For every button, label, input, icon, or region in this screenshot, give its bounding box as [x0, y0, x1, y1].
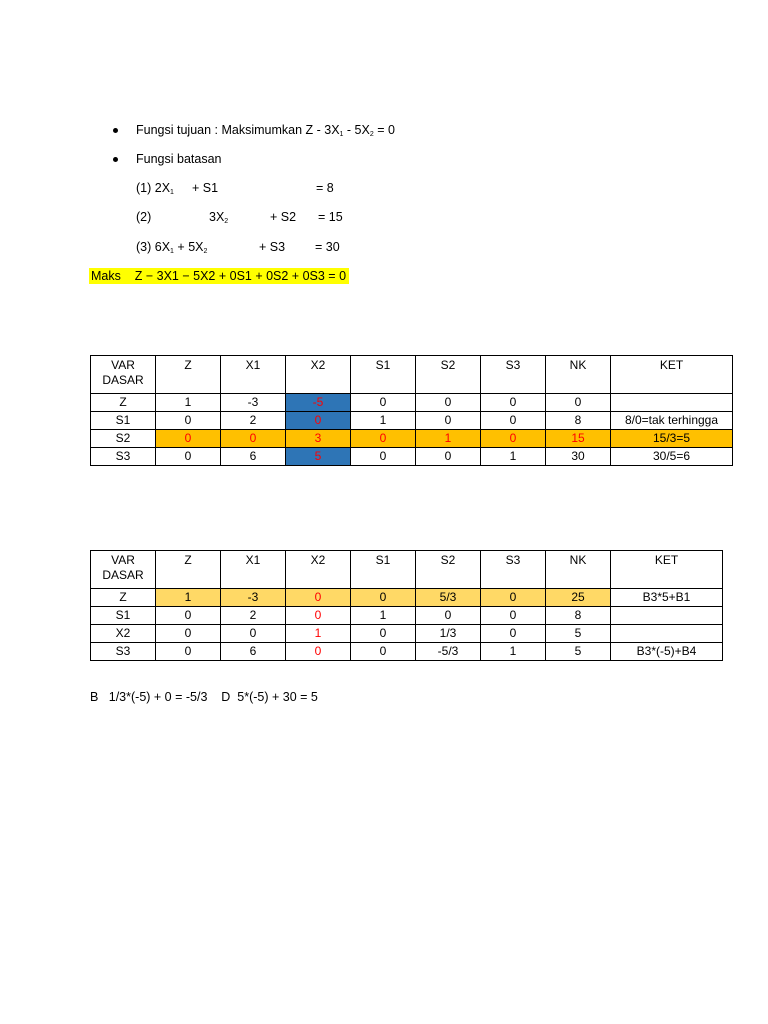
- bullet-dot: [113, 157, 118, 162]
- table-cell: 5: [546, 643, 611, 661]
- table-row: [91, 448, 733, 466]
- header-cell: X2: [286, 551, 351, 589]
- table-cell: S1: [91, 607, 156, 625]
- header-var-dasar: VAR DASAR: [91, 356, 156, 394]
- constraints-heading: Fungsi batasan: [136, 152, 222, 166]
- header-cell: Z: [156, 356, 221, 394]
- table-cell: 0: [351, 448, 416, 466]
- table-cell: 30/5=6: [611, 448, 733, 466]
- table-cell: S3: [91, 643, 156, 661]
- header-cell: S2: [416, 551, 481, 589]
- table-cell: 0: [221, 625, 286, 643]
- table-cell: S3: [91, 448, 156, 466]
- highlighted-cell: 0: [481, 589, 546, 607]
- table-cell: 1/3: [416, 625, 481, 643]
- table-cell: Z: [91, 589, 156, 607]
- table-cell: 0: [481, 607, 546, 625]
- simplex-table-2: [90, 550, 723, 661]
- table-cell: 30: [546, 448, 611, 466]
- highlighted-cell: 1: [156, 589, 221, 607]
- table-cell: 0: [416, 412, 481, 430]
- header-cell: X1: [221, 356, 286, 394]
- table-cell: 0: [351, 643, 416, 661]
- table-cell: 5: [546, 625, 611, 643]
- table-cell: B3*5+B1: [611, 589, 723, 607]
- table-cell: 8: [546, 412, 611, 430]
- table-cell: S1: [91, 412, 156, 430]
- table-cell: 1: [156, 394, 221, 412]
- pivot-row-cell: 1: [416, 430, 481, 448]
- table-row: [91, 607, 723, 625]
- header-cell: NK: [546, 356, 611, 394]
- table-row: [91, 643, 723, 661]
- header-cell: S1: [351, 551, 416, 589]
- table-cell: 1: [481, 643, 546, 661]
- table-cell: 0: [351, 394, 416, 412]
- header-cell: X1: [221, 551, 286, 589]
- pivot-column-cell: 5: [286, 448, 351, 466]
- highlighted-cell: 0: [351, 589, 416, 607]
- table-cell: 2: [221, 607, 286, 625]
- table-cell: 0: [351, 625, 416, 643]
- table-cell: [611, 607, 723, 625]
- pivot-column-cell: -5: [286, 394, 351, 412]
- table-cell: B3*(-5)+B4: [611, 643, 723, 661]
- pivot-row-cell: 0: [351, 430, 416, 448]
- constraint-3: (3) $6X_1 + 5X_2$ + S3 = 30: [136, 240, 340, 255]
- table-cell: -3: [221, 394, 286, 412]
- footnote-calculation: B 1/3*(-5) + 0 = -5/3 D 5*(-5) + 30 = 5: [90, 690, 318, 704]
- table-cell: 6: [221, 643, 286, 661]
- table-row: [91, 625, 723, 643]
- table-cell: 0: [156, 625, 221, 643]
- simplex-table-1: [90, 355, 733, 466]
- table-header-row: [91, 551, 723, 589]
- pivot-row-cell: 0: [156, 430, 221, 448]
- table-cell: 6: [221, 448, 286, 466]
- table-cell: 8/0=tak terhingga: [611, 412, 733, 430]
- table-cell: 8: [546, 607, 611, 625]
- maks-equation: Maks Z − 3X1 − 5X2 + 0S1 + 0S2 + 0S3 = 0: [89, 269, 349, 283]
- objective-function: Fungsi tujuan : Maksimumkan $Z - 3X_1 - 5X_2 = 0$: [136, 123, 395, 138]
- table-row: [91, 589, 723, 607]
- table-cell: 0: [286, 607, 351, 625]
- pivot-row-cell: 15/3=5: [611, 430, 733, 448]
- constraint-1: (1) $2X_1$ + S1 = 8: [136, 181, 334, 196]
- table-cell: 0: [481, 394, 546, 412]
- table-header-row: [91, 356, 733, 394]
- table-cell: 1: [286, 625, 351, 643]
- highlighted-cell: 5/3: [416, 589, 481, 607]
- pivot-column-cell: 0: [286, 412, 351, 430]
- table-row: [91, 394, 733, 412]
- table-cell: 0: [156, 607, 221, 625]
- header-cell: NK: [546, 551, 611, 589]
- pivot-row-cell: 0: [481, 430, 546, 448]
- header-cell: KET: [611, 551, 723, 589]
- highlighted-cell: -3: [221, 589, 286, 607]
- pivot-row-cell: 15: [546, 430, 611, 448]
- table-cell: 0: [416, 607, 481, 625]
- table-row: [91, 412, 733, 430]
- bullet-dot: [113, 128, 118, 133]
- table-cell: 1: [481, 448, 546, 466]
- table-cell: 0: [156, 643, 221, 661]
- header-cell: S2: [416, 356, 481, 394]
- table-cell: -5/3: [416, 643, 481, 661]
- header-cell: X2: [286, 356, 351, 394]
- table-cell: 0: [156, 412, 221, 430]
- table-cell: 0: [156, 448, 221, 466]
- pivot-row: [91, 430, 733, 448]
- pivot-row-cell: 0: [221, 430, 286, 448]
- header-cell: Z: [156, 551, 221, 589]
- highlighted-cell: 25: [546, 589, 611, 607]
- table-cell: 0: [416, 394, 481, 412]
- header-cell: KET: [611, 356, 733, 394]
- header-var-dasar: VAR DASAR: [91, 551, 156, 589]
- table-cell: 0: [481, 625, 546, 643]
- highlighted-cell: 0: [286, 589, 351, 607]
- table-cell: 0: [286, 643, 351, 661]
- table-cell: 0: [481, 412, 546, 430]
- table-cell: 1: [351, 412, 416, 430]
- header-cell: S3: [481, 356, 546, 394]
- table-cell: 0: [546, 394, 611, 412]
- pivot-element: 3: [286, 430, 351, 448]
- table-cell: 0: [416, 448, 481, 466]
- table-cell: S2: [91, 430, 156, 448]
- header-cell: S1: [351, 356, 416, 394]
- table-cell: [611, 625, 723, 643]
- constraint-2: (2) $3X_2$ + S2 = 15: [136, 210, 343, 225]
- table-cell: X2: [91, 625, 156, 643]
- table-cell: 1: [351, 607, 416, 625]
- header-cell: S3: [481, 551, 546, 589]
- table-cell: 2: [221, 412, 286, 430]
- table-cell: Z: [91, 394, 156, 412]
- table-cell: [611, 394, 733, 412]
